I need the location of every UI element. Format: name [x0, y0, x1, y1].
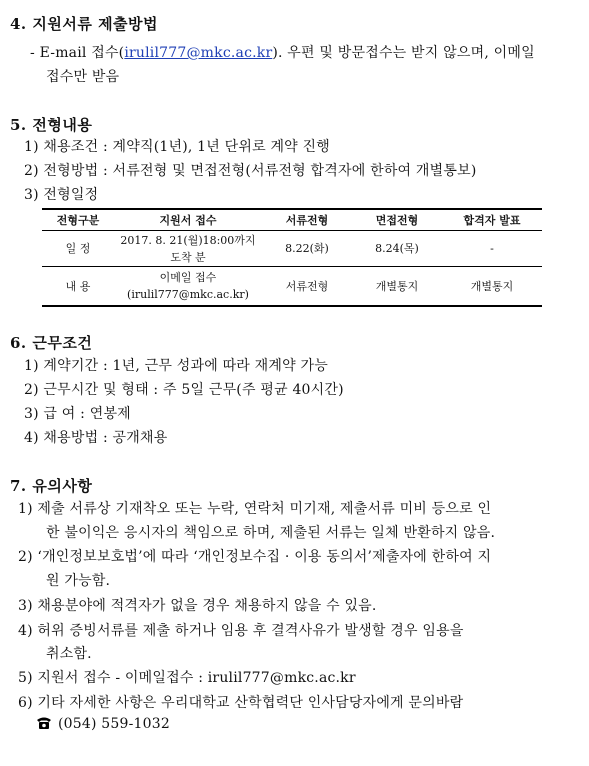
- table-header: 합격자 발표: [442, 209, 542, 231]
- table-cell: [114, 267, 262, 307]
- section-4-prefix: - E-mail 접수(: [30, 45, 125, 61]
- telephone-icon: [36, 716, 52, 730]
- table-cell: [114, 231, 262, 267]
- cell-line: 이메일 접수: [159, 271, 217, 284]
- section-7-title: 7. 유의사항: [10, 477, 93, 495]
- section-7-item: 6) 기타 자세한 사항은 우리대학교 산학협력단 인사담당자에게 문의바람: [18, 695, 464, 711]
- table-cell: 내 용: [42, 267, 114, 307]
- section-4-title: 4. 지원서류 제출방법: [10, 15, 159, 33]
- table-header: 지원서 접수: [114, 209, 262, 231]
- phone-number: (054) 559-1032: [58, 716, 170, 732]
- table-cell: 개별통지: [352, 267, 442, 307]
- section-7-item: 4) 허위 증빙서류를 제출 하거나 임용 후 결격사유가 발생할 경우 임용을: [18, 623, 464, 639]
- section-4-line-1: [30, 42, 535, 62]
- section-5-item: 2) 전형방법 : 서류전형 및 면접전형(서류전형 합격자에 한하여 개별통보): [24, 163, 477, 179]
- phone-line: [36, 716, 170, 732]
- section-7-item: 3) 채용분야에 적격자가 없을 경우 채용하지 않을 수 있음.: [18, 598, 377, 614]
- cell-line: 도착 분: [170, 250, 206, 264]
- section-6-item: 3) 급 여 : 연봉제: [24, 406, 131, 422]
- section-7-item-cont: 취소함.: [46, 646, 92, 662]
- section-5-item: 1) 채용조건 : 계약직(1년), 1년 단위로 계약 진행: [24, 139, 331, 155]
- table-cell: 8.22(화): [262, 231, 352, 267]
- section-4-suffix: ). 우편 및 방문접수는 받지 않으며, 이메일: [272, 45, 535, 61]
- schedule-table: [42, 208, 542, 307]
- table-cell: 8.24(목): [352, 231, 442, 267]
- section-6-item: 4) 채용방법 : 공개채용: [24, 430, 168, 446]
- email-link[interactable]: irulil777@mkc.ac.kr: [124, 45, 273, 61]
- table-header: 전형구분: [42, 209, 114, 231]
- table-row: [42, 267, 542, 307]
- table-cell: 일 정: [42, 231, 114, 267]
- table-header: 서류전형: [262, 209, 352, 231]
- section-6-item: 2) 근무시간 및 형태 : 주 5일 근무(주 평균 40시간): [24, 382, 344, 398]
- table-cell: -: [442, 231, 542, 267]
- section-6-item: 1) 계약기간 : 1년, 근무 성과에 따라 재계약 가능: [24, 358, 328, 374]
- cell-line: (irulil777@mkc.ac.kr): [127, 288, 249, 301]
- section-7-item: 2) ‘개인정보보호법’에 따라 ‘개인정보수집 · 이용 동의서’제출자에 한하여 지: [18, 549, 492, 565]
- table-row: [42, 231, 542, 267]
- section-7-item: 5) 지원서 접수 - 이메일접수 : irulil777@mkc.ac.kr: [18, 670, 356, 686]
- section-6-title: 6. 근무조건: [10, 334, 93, 352]
- section-7-item: 1) 제출 서류상 기재착오 또는 누락, 연락처 미기재, 제출서류 미비 등으로 인: [18, 501, 492, 517]
- table-header: 면접전형: [352, 209, 442, 231]
- section-5-title: 5. 전형내용: [10, 116, 93, 134]
- cell-line: 2017. 8. 21(월)18:00까지: [120, 233, 256, 247]
- section-7-item-cont: 원 가능함.: [46, 573, 111, 589]
- table-cell: 서류전형: [262, 267, 352, 307]
- table-cell: 개별통지: [442, 267, 542, 307]
- table-header-row: [42, 209, 542, 231]
- section-5-item: 3) 전형일정: [24, 187, 99, 203]
- section-4-line-2: 접수만 받음: [46, 69, 120, 85]
- section-7-item-cont: 한 불이익은 응시자의 책임으로 하며, 제출된 서류는 일체 반환하지 않음.: [46, 525, 496, 541]
